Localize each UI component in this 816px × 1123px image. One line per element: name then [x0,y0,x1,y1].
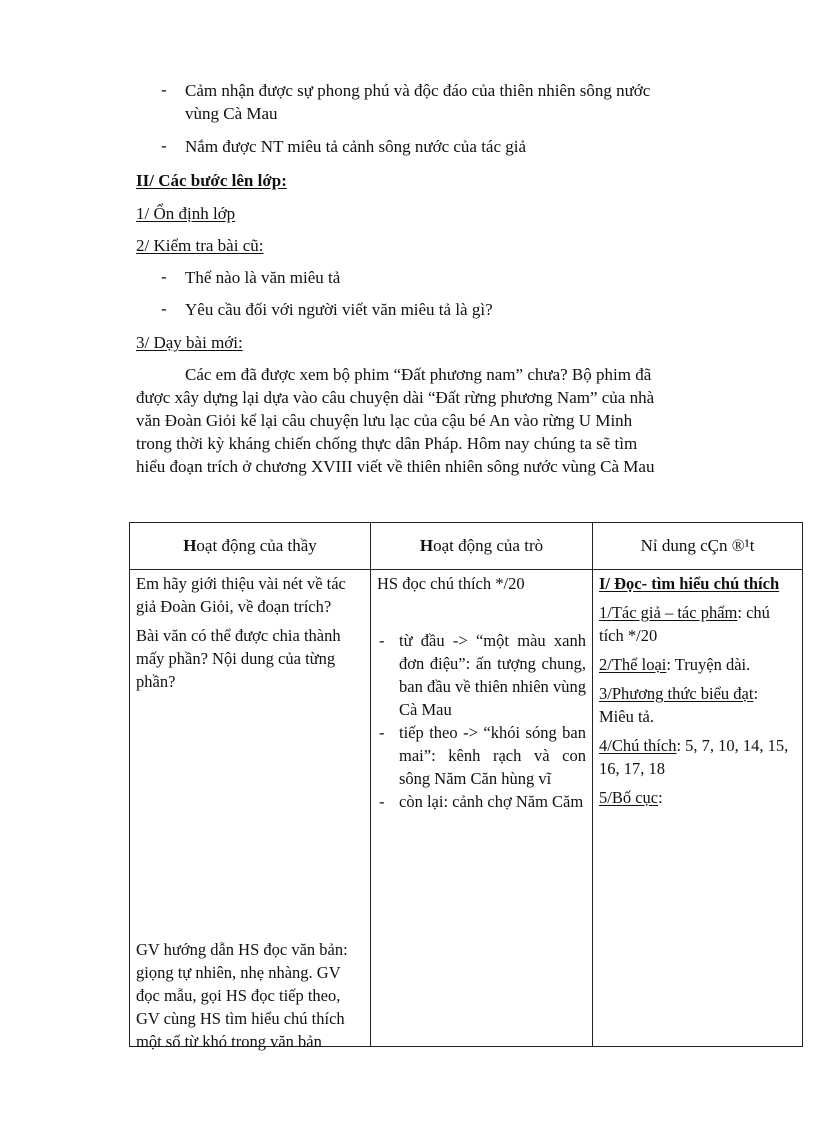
intro-line-5: hiểu đoạn trích ở chương XVIII viết về thiên nhiên sông nước vùng Cà Mau [136,457,655,476]
header-teacher-activity: Hoạt động của thầy [130,523,371,570]
step-3-heading: 3/ Dạy bài mới: [136,333,243,352]
content-item-1: 1/Tác giả – tác phẩm: chú tích */20 [599,603,770,645]
teacher-question-2: Bài văn có thể được chia thành mấy phần? Nội dung của từng phần? [136,626,341,691]
lesson-table [129,522,803,1051]
bullet-dash: - [161,136,167,155]
objective-1-line-2: vùng Cà Mau [185,104,278,123]
teacher-question-1: Em hãy giới thiệu vài nét về tác giả Đoàn Giỏi, về đoạn trích? [136,574,346,616]
student-note: HS đọc chú thích */20 [377,574,525,593]
list-item: - tiếp theo -> “khói sóng ban mai”: kênh rạch và con sông Năm Căn hùng vĩ [377,721,586,790]
intro-line-4: trong thời kỳ kháng chiến chống thực dân Pháp. Hôm nay chúng ta sẽ tìm [136,434,638,453]
bullet-dash: - [161,80,167,99]
teacher-cell [130,570,371,1051]
review-question-2: Yêu cầu đối với người viết văn miêu tả là gì? [185,300,493,319]
content-item-4: 4/Chú thích: 5, 7, 10, 14, 15, 16, 17, 18 [599,736,789,778]
teacher-instruction: GV hướng dẫn HS đọc văn bản: giọng tự nhiên, nhẹ nhàng. GV đọc mẫu, gọi HS đọc tiếp theo, GV cùng HS tìm hiểu chú thích một số từ khó trong văn bản [136,940,348,1051]
intro-line-2: được xây dựng lại dựa vào câu chuyện dài “Đất rừng phương Nam” của nhà [136,388,655,407]
objective-1-line-1: Cảm nhận được sự phong phú và độc đáo của thiên nhiên sông nước [185,81,651,100]
objective-2: Nắm được NT miêu tả cảnh sông nước của tác giả [185,137,527,156]
review-question-1: Thế nào là văn miêu tả [185,268,341,287]
intro-line-3: văn Đoàn Giỏi kể lại câu chuyện lưu lạc của cậu bé An vào rừng U Minh [136,411,633,430]
table-row [130,570,803,1047]
content-item-5: 5/Bố cục: [599,788,663,807]
content-cell [593,570,803,1047]
content-heading: I/ Đọc- tìm hiểu chú thích [599,574,780,593]
header-student-activity: Hoạt động của trò [371,523,593,570]
step-1-heading: 1/ Ổn định lớp [136,204,236,223]
bullet-dash: - [161,267,167,286]
list-item: - từ đầu -> “một màu xanh đơn điệu”: ấn tượng chung, ban đầu về thiên nhiên vùng Cà Mau [377,629,586,721]
bullet-dash: - [161,299,167,318]
student-parts-list [377,629,586,813]
intro-line-1: Các em đã được xem bộ phim “Đất phương nam” chưa? Bộ phim đã [185,365,652,384]
table-header-row [130,523,803,570]
step-2-heading: 2/ Kiểm tra bài cũ: [136,236,264,255]
section-heading: II/ Các bước lên lớp: [136,171,287,190]
content-item-3: 3/Phương thức biểu đạt: Miêu tả. [599,684,759,726]
list-item: - còn lại: cảnh chợ Năm Căm [377,790,586,813]
content-item-2: 2/Thể loại: Truyện dài. [599,655,751,674]
student-cell [371,570,593,1047]
header-content: Nỉ dung cÇn ®¹t [593,523,803,570]
